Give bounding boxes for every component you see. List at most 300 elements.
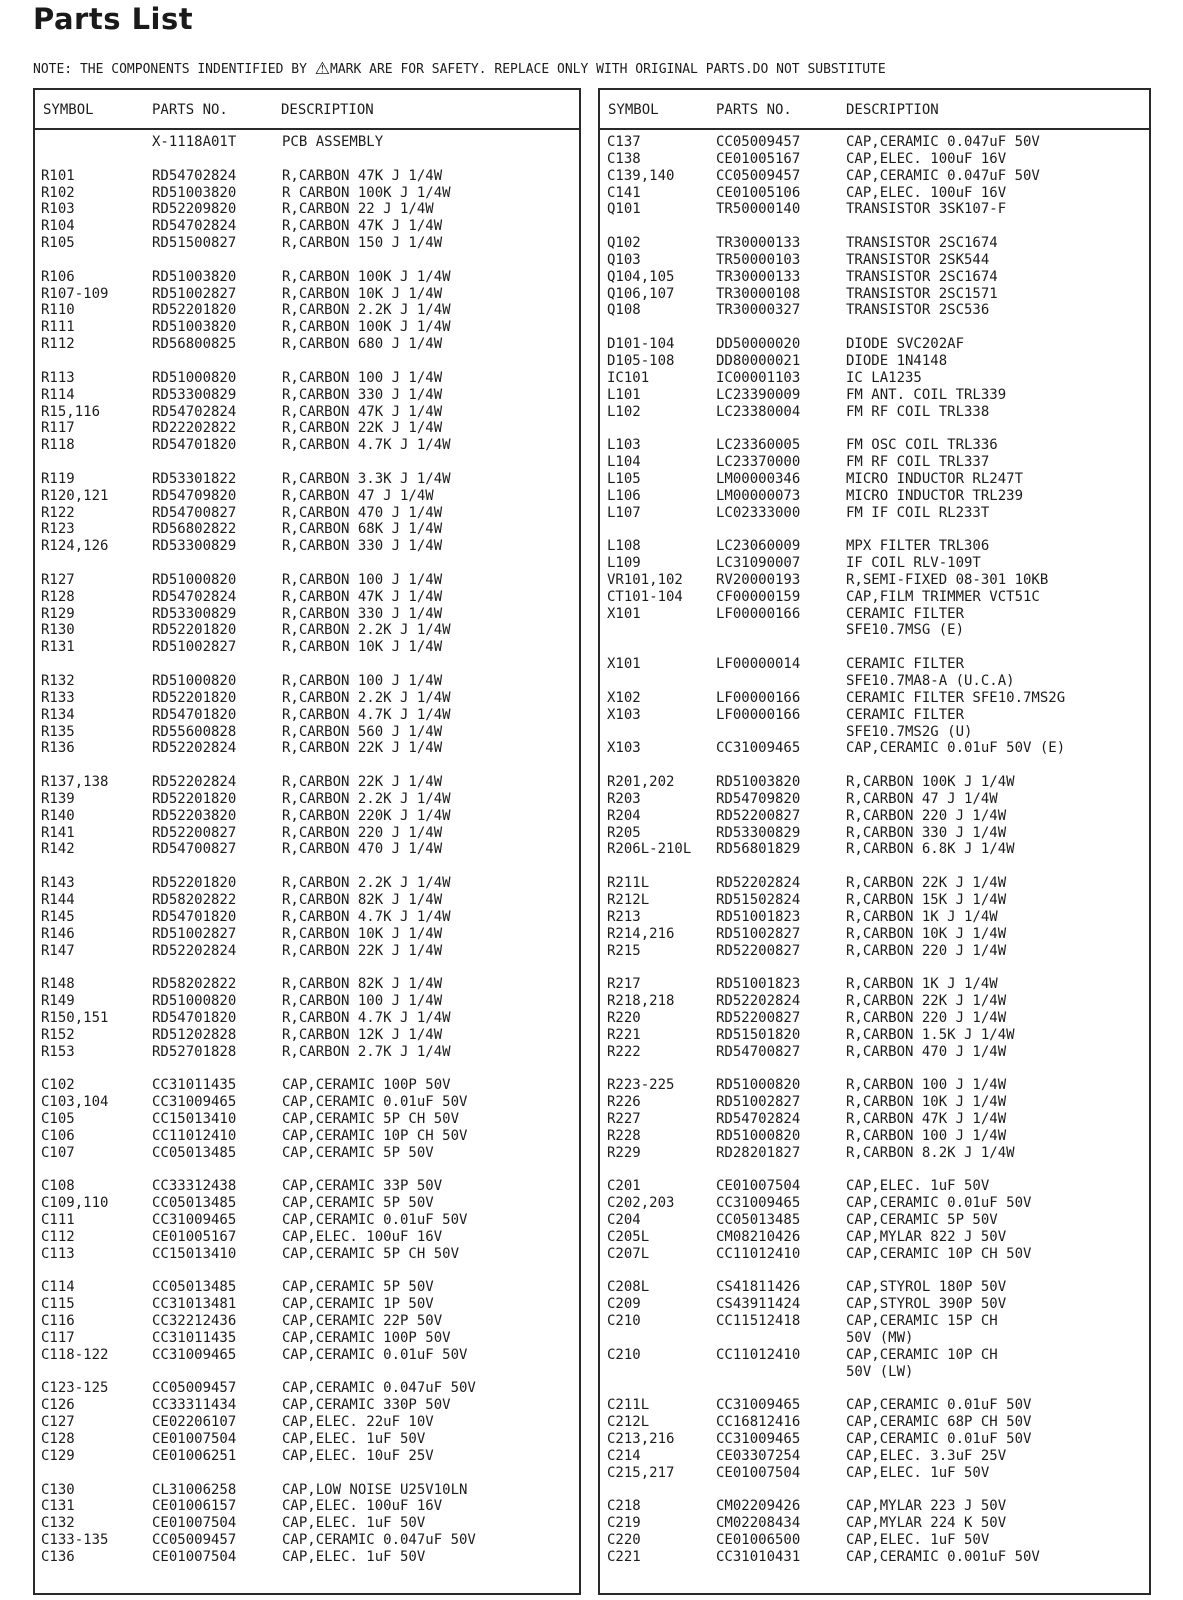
description-cell: R,CARBON 330 J 1/4W	[282, 538, 443, 555]
symbol-cell: R139	[41, 790, 75, 807]
symbol-cell: R117	[41, 420, 75, 437]
table-row	[600, 286, 1149, 303]
row-spacer	[600, 218, 1149, 235]
part-number-cell: RD52201820	[152, 875, 237, 892]
part-number-cell: RD52202824	[152, 740, 237, 757]
table-row	[35, 370, 579, 387]
description-cell: R,CARBON 150 J 1/4W	[282, 235, 443, 252]
table-row	[35, 269, 579, 286]
description-cell: R,CARBON 4.7K J 1/4W	[282, 908, 451, 925]
table-row	[600, 976, 1149, 993]
symbol-cell: R140	[41, 807, 75, 824]
part-number-cell: RD51502824	[716, 891, 801, 908]
table-row	[600, 1128, 1149, 1145]
symbol-cell: R147	[41, 942, 75, 959]
part-number-cell: RD51001823	[716, 908, 801, 925]
symbol-cell: L101	[607, 386, 641, 403]
table-row	[35, 1448, 579, 1465]
description-cell: CAP,CERAMIC 0.01uF 50V	[282, 1094, 468, 1111]
table-row	[600, 1279, 1149, 1296]
part-number-cell: LC23390009	[716, 386, 801, 403]
description-cell: CAP,ELEC. 100uF 16V	[846, 184, 1007, 201]
description-cell: CAP,CERAMIC 0.047uF 50V	[282, 1380, 476, 1397]
part-number-cell: LC23370000	[716, 454, 801, 471]
table-row	[600, 252, 1149, 269]
symbol-cell: C215,217	[607, 1464, 675, 1481]
part-number-cell: RD22202822	[152, 420, 237, 437]
symbol-cell: Q104,105	[607, 268, 675, 285]
part-number-cell: CE01007504	[152, 1515, 237, 1532]
description-cell: CAP,CERAMIC 10P CH 50V	[282, 1127, 468, 1144]
symbol-cell: C211L	[607, 1397, 650, 1414]
description-cell: CAP,ELEC. 1uF 50V	[846, 1532, 990, 1549]
description-cell: TRANSISTOR 2SC1571	[846, 285, 998, 302]
description-cell: R,CARBON 330 J 1/4W	[282, 605, 443, 622]
description-cell: CERAMIC FILTER	[846, 656, 965, 673]
description-cell: R,CARBON 2.2K J 1/4W	[282, 622, 451, 639]
row-spacer	[35, 151, 579, 168]
description-cell: R,CARBON 10K J 1/4W	[282, 925, 443, 942]
symbol-cell: R114	[41, 386, 75, 403]
description-cell: R,CARBON 100 J 1/4W	[846, 1127, 1007, 1144]
symbol-cell: Q101	[607, 201, 641, 218]
table-row	[600, 151, 1149, 168]
symbol-cell: C210	[607, 1346, 641, 1363]
table-row	[35, 1330, 579, 1347]
part-number-cell: RD52202824	[716, 875, 801, 892]
symbol-cell: R144	[41, 891, 75, 908]
table-row	[600, 437, 1149, 454]
part-number-cell: RD52203820	[152, 807, 237, 824]
description-cell: CAP,CERAMIC 0.01uF 50V	[846, 1195, 1032, 1212]
description-cell: R,CARBON 680 J 1/4W	[282, 336, 443, 353]
description-cell: CAP,CERAMIC 100P 50V	[282, 1329, 451, 1346]
table-row	[600, 673, 1149, 690]
description-cell: R CARBON 100K J 1/4W	[282, 184, 451, 201]
description-cell: CAP,STYROL 390P 50V	[846, 1296, 1007, 1313]
table-row	[35, 538, 579, 555]
table-row	[600, 909, 1149, 926]
table-body	[600, 134, 1149, 1566]
description-cell: R,CARBON 100 J 1/4W	[282, 369, 443, 386]
table-row	[35, 892, 579, 909]
table-row	[35, 218, 579, 235]
description-cell: SFE10.7MSG (E)	[846, 622, 965, 639]
description-cell: R,CARBON 560 J 1/4W	[282, 723, 443, 740]
description-cell: R,CARBON 100K J 1/4W	[846, 774, 1015, 791]
description-cell: R,CARBON 10K J 1/4W	[846, 925, 1007, 942]
table-row	[600, 774, 1149, 791]
table-row	[35, 673, 579, 690]
symbol-cell: R106	[41, 268, 75, 285]
row-spacer	[35, 757, 579, 774]
description-cell: R,CARBON 100 J 1/4W	[282, 993, 443, 1010]
description-cell: MICRO INDUCTOR RL247T	[846, 470, 1024, 487]
description-cell: R,CARBON 6.8K J 1/4W	[846, 841, 1015, 858]
part-number-cell: CM02208434	[716, 1515, 801, 1532]
table-row	[35, 336, 579, 353]
description-cell: R,CARBON 100 J 1/4W	[846, 1077, 1007, 1094]
part-number-cell: CC11012410	[716, 1346, 801, 1363]
table-row	[35, 1229, 579, 1246]
description-cell: R,CARBON 470 J 1/4W	[282, 841, 443, 858]
header-parts-no: PARTS NO.	[152, 102, 228, 118]
symbol-cell: X101	[607, 605, 641, 622]
symbol-cell: R127	[41, 571, 75, 588]
symbol-cell: R142	[41, 841, 75, 858]
table-row	[35, 319, 579, 336]
part-number-cell: RD52202824	[152, 942, 237, 959]
table-row	[35, 1044, 579, 1061]
description-cell: R,CARBON 4.7K J 1/4W	[282, 437, 451, 454]
description-cell: CAP,CERAMIC 0.01uF 50V	[846, 1397, 1032, 1414]
part-number-cell: RD51000820	[152, 993, 237, 1010]
description-cell: R,CARBON 22K J 1/4W	[846, 993, 1007, 1010]
part-number-cell: LC31090007	[716, 555, 801, 572]
part-number-cell: RD56801829	[716, 841, 801, 858]
table-row	[600, 404, 1149, 421]
table-row	[35, 286, 579, 303]
symbol-cell: R119	[41, 470, 75, 487]
row-spacer	[35, 252, 579, 269]
description-cell: R,CARBON 2.2K J 1/4W	[282, 689, 451, 706]
symbol-cell: R205	[607, 824, 641, 841]
table-row	[35, 875, 579, 892]
table-row	[600, 1111, 1149, 1128]
part-number-cell: RD54702824	[716, 1110, 801, 1127]
description-cell: TRANSISTOR 2SC1674	[846, 235, 998, 252]
symbol-cell: Q106,107	[607, 285, 675, 302]
symbol-cell: C213,216	[607, 1430, 675, 1447]
table-row	[35, 791, 579, 808]
description-cell: R,CARBON 4.7K J 1/4W	[282, 1009, 451, 1026]
part-number-cell: RD51000820	[716, 1077, 801, 1094]
description-cell: R,CARBON 2.7K J 1/4W	[282, 1043, 451, 1060]
symbol-cell: C102	[41, 1077, 75, 1094]
table-row	[600, 555, 1149, 572]
description-cell: R,CARBON 10K J 1/4W	[846, 1094, 1007, 1111]
table-row	[35, 1549, 579, 1566]
table-row	[600, 606, 1149, 623]
table-row	[600, 488, 1149, 505]
table-row	[600, 387, 1149, 404]
row-spacer	[35, 959, 579, 976]
symbol-cell: C201	[607, 1178, 641, 1195]
part-number-cell: RD51202828	[152, 1026, 237, 1043]
description-cell: R,CARBON 22 J 1/4W	[282, 201, 434, 218]
part-number-cell: CE02206107	[152, 1414, 237, 1431]
table-row	[35, 1128, 579, 1145]
description-cell: R,CARBON 47K J 1/4W	[282, 403, 443, 420]
part-number-cell: RD51002827	[716, 925, 801, 942]
symbol-cell: R152	[41, 1026, 75, 1043]
symbol-cell: C128	[41, 1430, 75, 1447]
description-cell: SFE10.7MS2G (U)	[846, 723, 973, 740]
part-number-cell: CS43911424	[716, 1296, 801, 1313]
symbol-cell: R227	[607, 1110, 641, 1127]
description-cell: CAP,ELEC. 1uF 50V	[282, 1430, 426, 1447]
part-number-cell: CC11012410	[716, 1245, 801, 1262]
description-cell: PCB ASSEMBLY	[282, 134, 384, 150]
part-number-cell: RD51000820	[152, 673, 237, 689]
description-cell: R,CARBON 22K J 1/4W	[282, 740, 443, 757]
description-cell: R,CARBON 1.5K J 1/4W	[846, 1026, 1015, 1043]
description-cell: R,CARBON 220 J 1/4W	[846, 1009, 1007, 1026]
table-row	[35, 993, 579, 1010]
description-cell: CAP,CERAMIC 100P 50V	[282, 1077, 451, 1094]
description-cell: R,CARBON 22K J 1/4W	[282, 420, 443, 437]
description-cell: R,CARBON 47K J 1/4W	[846, 1110, 1007, 1127]
table-row	[600, 1414, 1149, 1431]
symbol-cell: C214	[607, 1447, 641, 1464]
description-cell: CAP,CERAMIC 33P 50V	[282, 1178, 443, 1195]
table-body	[35, 134, 579, 1566]
part-number-cell: RD52201820	[152, 689, 237, 706]
table-row	[35, 1178, 579, 1195]
table-row	[35, 774, 579, 791]
description-cell: DIODE SVC202AF	[846, 336, 965, 353]
table-row	[35, 420, 579, 437]
symbol-cell: L102	[607, 403, 641, 420]
symbol-cell: C123-125	[41, 1380, 109, 1397]
table-row	[35, 841, 579, 858]
symbol-cell: C103,104	[41, 1094, 109, 1111]
part-number-cell: CC05013485	[152, 1279, 237, 1296]
description-cell: R,CARBON 68K J 1/4W	[282, 521, 443, 538]
table-row	[600, 353, 1149, 370]
table-row	[35, 825, 579, 842]
part-number-cell: CC16812416	[716, 1414, 801, 1431]
symbol-cell: X103	[607, 740, 641, 757]
table-row	[600, 1212, 1149, 1229]
table-row	[35, 1313, 579, 1330]
part-number-cell: RD53300829	[152, 386, 237, 403]
table-row	[600, 740, 1149, 757]
part-number-cell: RD54702824	[152, 403, 237, 420]
symbol-cell: R110	[41, 302, 75, 319]
table-row	[600, 370, 1149, 387]
part-number-cell: RD53301822	[152, 470, 237, 487]
table-row	[600, 926, 1149, 943]
symbol-cell: C209	[607, 1296, 641, 1313]
part-number-cell: RD58202822	[152, 891, 237, 908]
parts-table-right	[598, 88, 1151, 1595]
table-row	[35, 589, 579, 606]
description-cell: CAP,CERAMIC 22P 50V	[282, 1313, 443, 1330]
description-cell: R,CARBON 220K J 1/4W	[282, 807, 451, 824]
part-number-cell: CC11512418	[716, 1313, 801, 1330]
table-row	[600, 1044, 1149, 1061]
part-number-cell: RD51003820	[716, 774, 801, 791]
description-cell: CAP,ELEC. 100uF 16V	[282, 1228, 443, 1245]
symbol-cell: L106	[607, 487, 641, 504]
symbol-cell: R133	[41, 689, 75, 706]
row-spacer	[35, 656, 579, 673]
description-cell: CAP,ELEC. 1uF 50V	[846, 1178, 990, 1195]
table-row	[600, 235, 1149, 252]
description-cell: FM RF COIL TRL337	[846, 454, 990, 471]
table-row	[600, 1448, 1149, 1465]
table-row	[600, 808, 1149, 825]
part-number-cell: RD56802822	[152, 521, 237, 538]
table-row	[35, 1212, 579, 1229]
description-cell: DIODE 1N4148	[846, 352, 948, 369]
part-number-cell: RD54700827	[152, 504, 237, 521]
symbol-cell: R229	[607, 1144, 641, 1161]
table-row	[35, 471, 579, 488]
description-cell: CAP,MYLAR 224 K 50V	[846, 1515, 1007, 1532]
part-number-cell: DD80000021	[716, 352, 801, 369]
part-number-cell: CF00000159	[716, 588, 801, 605]
symbol-cell: C219	[607, 1515, 641, 1532]
part-number-cell: RD52201820	[152, 302, 237, 319]
table-row	[600, 1178, 1149, 1195]
part-number-cell: CC05009457	[716, 167, 801, 184]
symbol-cell: C208L	[607, 1279, 650, 1296]
description-cell: CAP,FILM TRIMMER VCT51C	[846, 588, 1040, 605]
row-spacer	[35, 555, 579, 572]
description-cell: CAP,ELEC. 100uF 16V	[846, 150, 1007, 167]
part-number-cell: LF00000014	[716, 656, 801, 673]
symbol-cell: C204	[607, 1212, 641, 1228]
table-row	[35, 1246, 579, 1263]
row-spacer	[600, 1060, 1149, 1077]
part-number-cell: RD52201820	[152, 790, 237, 807]
safety-note-text-after: MARK ARE FOR SAFETY. REPLACE ONLY WITH ORIGINAL PARTS.DO NOT SUBSTITUTE	[330, 62, 886, 77]
description-cell: CERAMIC FILTER SFE10.7MS2G	[846, 689, 1066, 706]
symbol-cell: R214,216	[607, 925, 675, 942]
symbol-cell: C136	[41, 1548, 75, 1565]
row-spacer	[600, 1482, 1149, 1499]
symbol-cell: Q103	[607, 251, 641, 268]
part-number-cell: TR30000327	[716, 302, 801, 319]
description-cell: R,CARBON 10K J 1/4W	[282, 285, 443, 302]
table-row	[600, 993, 1149, 1010]
table-row	[35, 1347, 579, 1364]
description-cell: R,CARBON 15K J 1/4W	[846, 891, 1007, 908]
symbol-cell: R101	[41, 167, 75, 184]
table-row	[35, 1380, 579, 1397]
part-number-cell: CC15013410	[152, 1110, 237, 1127]
part-number-cell: RD51000820	[152, 571, 237, 588]
symbol-cell: C138	[607, 150, 641, 167]
part-number-cell: LM00000346	[716, 470, 801, 487]
row-spacer	[600, 521, 1149, 538]
table-row	[35, 1515, 579, 1532]
part-number-cell: RD54702824	[152, 167, 237, 184]
part-number-cell: RD53300829	[152, 605, 237, 622]
symbol-cell: L105	[607, 470, 641, 487]
symbol-cell: R130	[41, 622, 75, 639]
symbol-cell: R146	[41, 925, 75, 942]
row-spacer	[600, 1263, 1149, 1280]
symbol-cell: C220	[607, 1532, 641, 1549]
symbol-cell: C117	[41, 1329, 75, 1346]
row-spacer	[600, 319, 1149, 336]
table-row	[35, 1296, 579, 1313]
table-row	[600, 1515, 1149, 1532]
page-title: Parts List	[33, 2, 194, 36]
table-row	[35, 926, 579, 943]
symbol-cell: R129	[41, 605, 75, 622]
part-number-cell: LM00000073	[716, 487, 801, 504]
part-number-cell: CC05009457	[716, 134, 801, 150]
part-number-cell: RD56800825	[152, 336, 237, 353]
table-row	[35, 740, 579, 757]
table-row	[600, 1296, 1149, 1313]
symbol-cell: L103	[607, 437, 641, 454]
table-row	[35, 404, 579, 421]
table-row	[35, 707, 579, 724]
table-row	[35, 1414, 579, 1431]
table-row	[35, 1279, 579, 1296]
description-cell: R,CARBON 10K J 1/4W	[282, 639, 443, 656]
symbol-cell: L104	[607, 454, 641, 471]
description-cell: R,CARBON 47K J 1/4W	[282, 588, 443, 605]
table-row	[600, 589, 1149, 606]
description-cell: R,CARBON 2.2K J 1/4W	[282, 302, 451, 319]
row-spacer	[35, 353, 579, 370]
symbol-cell: R136	[41, 740, 75, 757]
table-row	[600, 1364, 1149, 1381]
part-number-cell: CC05009457	[152, 1380, 237, 1397]
description-cell: R,CARBON 100K J 1/4W	[282, 268, 451, 285]
part-number-cell: RD54702824	[152, 588, 237, 605]
symbol-cell: R141	[41, 824, 75, 841]
part-number-cell: RD58202822	[152, 976, 237, 993]
symbol-cell: R226	[607, 1094, 641, 1111]
part-number-cell: CE01005167	[152, 1228, 237, 1245]
table-row	[35, 1397, 579, 1414]
part-number-cell: CE01005167	[716, 150, 801, 167]
symbol-cell: C221	[607, 1548, 641, 1565]
table-row	[600, 791, 1149, 808]
part-number-cell: CE01007504	[152, 1548, 237, 1565]
table-row	[600, 538, 1149, 555]
table-row	[600, 1549, 1149, 1566]
description-cell: CAP,CERAMIC 5P CH 50V	[282, 1110, 460, 1127]
part-number-cell: LC23060009	[716, 538, 801, 555]
safety-note	[33, 59, 1148, 79]
symbol-cell: R107-109	[41, 285, 109, 302]
table-row	[35, 505, 579, 522]
table-row	[600, 875, 1149, 892]
table-row	[600, 185, 1149, 202]
table-header	[35, 90, 579, 130]
part-number-cell: CC33311434	[152, 1397, 237, 1414]
part-number-cell: RD51001823	[716, 976, 801, 993]
symbol-cell: IC101	[607, 369, 650, 386]
description-cell: CAP,CERAMIC 0.001uF 50V	[846, 1548, 1040, 1565]
symbol-cell: R103	[41, 201, 75, 218]
symbol-cell: R217	[607, 976, 641, 993]
row-spacer	[600, 1380, 1149, 1397]
symbol-cell: Q108	[607, 302, 641, 319]
symbol-cell: R153	[41, 1043, 75, 1060]
warning-triangle-icon: ⚠	[314, 59, 331, 79]
description-cell: CAP,CERAMIC 0.01uF 50V	[282, 1346, 468, 1363]
row-spacer	[600, 757, 1149, 774]
part-number-cell: RD51000820	[152, 369, 237, 386]
symbol-cell: R113	[41, 369, 75, 386]
part-number-cell: RD55600828	[152, 723, 237, 740]
table-row	[35, 1195, 579, 1212]
table-row	[600, 269, 1149, 286]
table-row	[600, 1330, 1149, 1347]
part-number-cell: RD53300829	[716, 824, 801, 841]
symbol-cell: R211L	[607, 875, 650, 892]
description-cell: R,CARBON 3.3K J 1/4W	[282, 470, 451, 487]
